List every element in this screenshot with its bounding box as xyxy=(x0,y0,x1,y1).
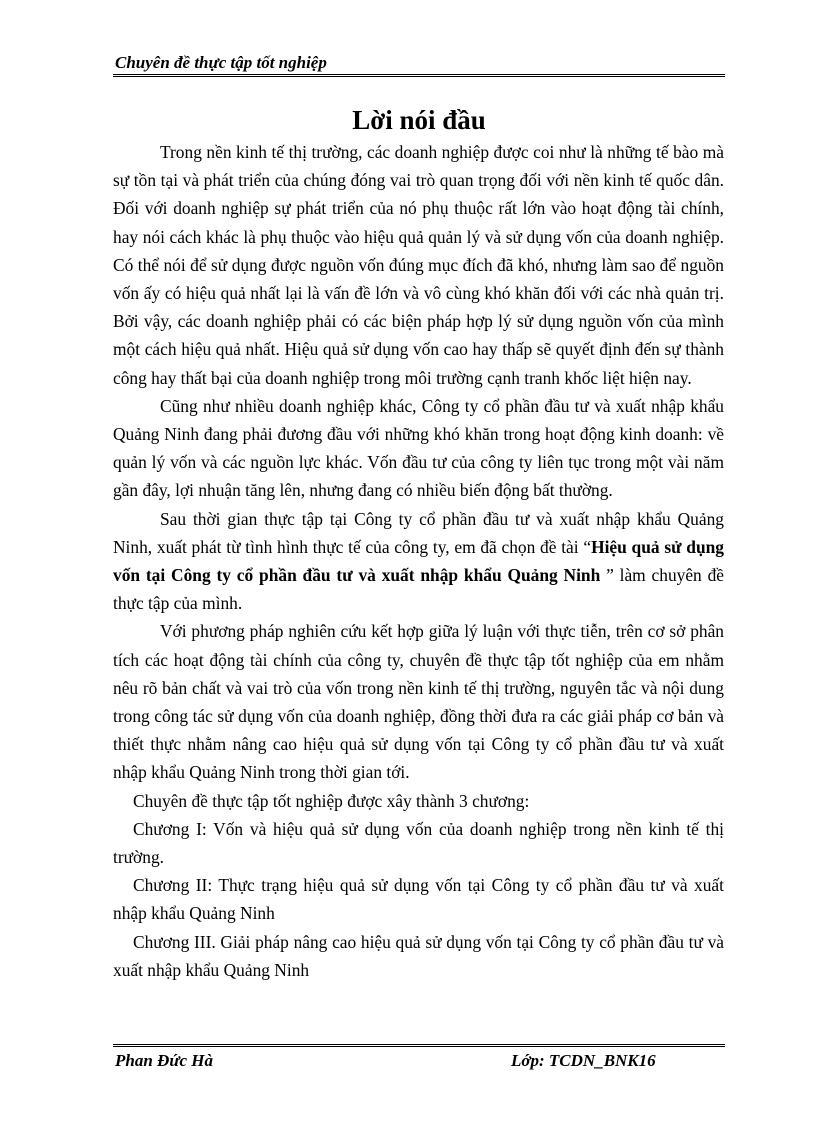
paragraph-company: Cũng như nhiều doanh nghiệp khác, Công ty cổ phần đầu tư và xuất nhập khẩu Quảng Ninh đang phải đương đầu với những khó khăn trong hoạt động kinh doanh: về quản lý vốn và các nguồn lực khác. Vốn đầu tư của công ty liên tục trong một vài năm gần đây, lợi nhuận tăng lên, nhưng đang có nhiều biến động bất thường. xyxy=(113,395,724,501)
topic-lead-text: Sau thời gian thực tập tại Công ty cổ phần đầu tư và xuất nhập khẩu Quảng Ninh, xuất phát từ tình hình thực tế của công ty, em đã chọn đề tài “ xyxy=(113,508,724,557)
paragraph-intro: Trong nền kinh tế thị trường, các doanh nghiệp được coi như là những tế bào mà sự tồn tại và phát triển của chúng đóng vai trò quan trọng đối với nền kinh tế quốc dân. Đối với doanh nghiệp sự phát triển của nó phụ thuộc rất lớn vào hoạt động tài chính, hay nói cách khác là phụ thuộc vào hiệu quả quản lý và sử dụng vốn của doanh nghiệp. Có thể nói để sử dụng được nguồn vốn đúng mục đích đã khó, nhưng làm sao để nguồn vốn ấy có hiệu quả nhất lại là vấn đề lớn và vô cùng khó khăn đối với các nhà quản trị. Bởi vậy, các doanh nghiệp phải có các biện pháp hợp lý sử dụng nguồn vốn của mình một cách hiệu quả nhất. Hiệu quả sử dụng vốn cao hay thấp sẽ quyết định đến sự thành công hay thất bại của doanh nghiệp trong môi trường cạnh tranh khốc liệt hiện nay. xyxy=(113,142,724,388)
running-header: Chuyên đề thực tập tốt nghiệp xyxy=(115,53,327,72)
page-title: Lời nói đầu xyxy=(352,105,486,135)
paragraph-structure: Chuyên đề thực tập tốt nghiệp được xây thành 3 chương: xyxy=(133,790,530,811)
footer-rule xyxy=(113,1044,725,1047)
footer-author: Phan Đức Hà xyxy=(115,1051,214,1070)
chapter-3: Chương III. Giải pháp nâng cao hiệu quả sử dụng vốn tại Công ty cổ phần đầu tư và xuất nhập khẩu Quảng Ninh xyxy=(113,931,724,980)
paragraph-method: Với phương pháp nghiên cứu kết hợp giữa lý luận với thực tiễn, trên cơ sở phân tích các hoạt động tài chính của công ty, chuyên đề thực tập tốt nghiệp của em nhằm nêu rõ bản chất và vai trò của vốn trong nền kinh tế thị trường, nguyên tắc và nội dung trong công tác sử dụng vốn của doanh nghiệp, đồng thời đưa ra các giải pháp cơ bản và thiết thực nhằm nâng cao hiệu quả sử dụng vốn tại Công ty cổ phần đầu tư và xuất nhập khẩu Quảng Ninh trong thời gian tới. xyxy=(113,621,724,783)
chapter-2: Chương II: Thực trạng hiệu quả sử dụng vốn tại Công ty cổ phần đầu tư và xuất nhập khẩu Quảng Ninh xyxy=(113,875,724,924)
topic-title: Hiệu quả sử dụng vốn tại Công ty cổ phần đầu tư và xuất nhập khẩu Quảng Ninh xyxy=(113,536,725,586)
document-body xyxy=(113,138,724,984)
paragraph-topic xyxy=(113,505,724,618)
chapter-1: Chương I: Vốn và hiệu quả sử dụng vốn của doanh nghiệp trong nền kinh tế thị trường. xyxy=(113,818,724,868)
topic-tail-text: ” làm chuyên đề thực tập của mình. xyxy=(113,565,724,614)
header-rule xyxy=(113,74,725,77)
footer-class: Lớp: TCDN_BNK16 xyxy=(511,1051,656,1070)
